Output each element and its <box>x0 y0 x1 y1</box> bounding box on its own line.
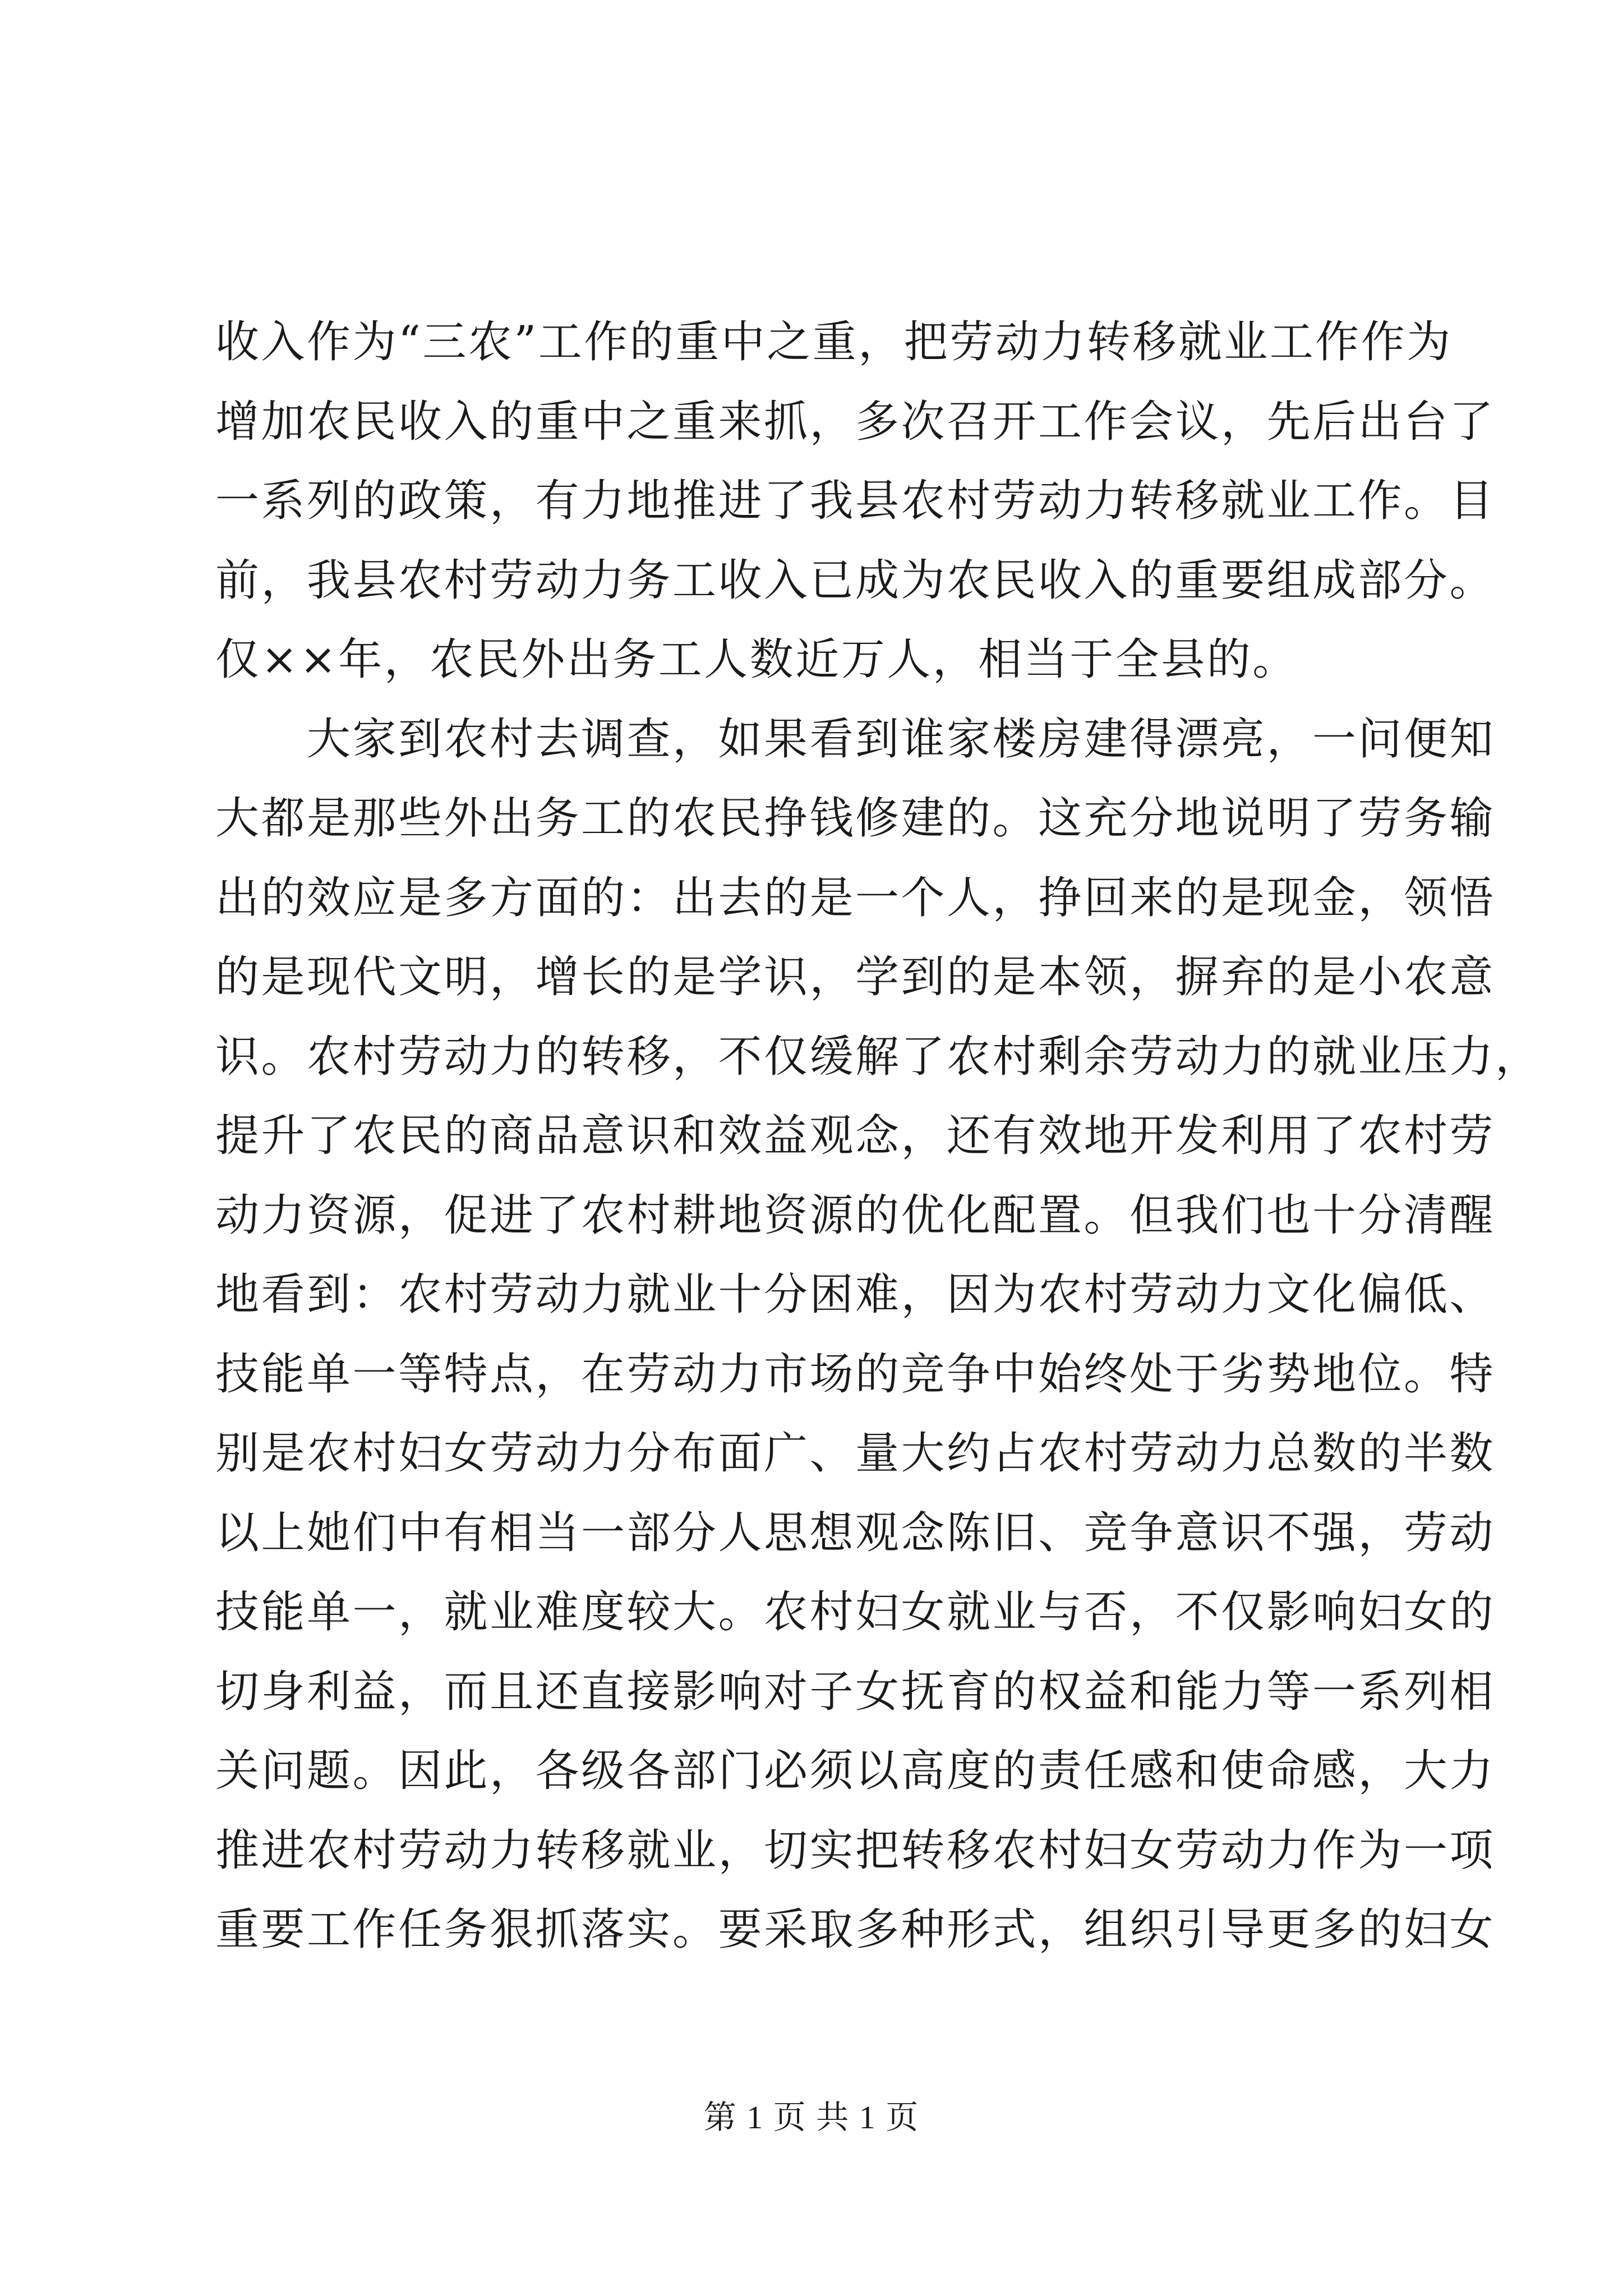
text-line: 仅××年，农民外出务工人数近万人，相当于全县的。 <box>215 634 1298 685</box>
text-line: 大家到农村去调查，如果看到谁家楼房建得漂亮，一问便知 <box>215 714 1496 765</box>
text-line: 以上她们中有相当一部分人思想观念陈旧、竞争意识不强，劳动 <box>215 1507 1496 1558</box>
text-line: 重要工作任务狠抓落实。要采取多种形式，组织引导更多的妇女 <box>215 1904 1496 1955</box>
text-line: 提升了农民的商品意识和效益观念，还有效地开发利用了农村劳 <box>215 1111 1496 1161</box>
text-line: 技能单一等特点，在劳动力市场的竞争中始终处于劣势地位。特 <box>215 1349 1496 1400</box>
body-text <box>215 303 1541 1970</box>
text-line: 关问题。因此，各级各部门必须以高度的责任感和使命感，大力 <box>215 1746 1496 1796</box>
page-number-footer: 第 1 页 共 1 页 <box>703 2099 920 2136</box>
text-line: 推进农村劳动力转移就业，切实把转移农村妇女劳动力作为一项 <box>215 1825 1496 1876</box>
text-line: 别是农村妇女劳动力分布面广、量大约占农村劳动力总数的半数 <box>215 1428 1496 1479</box>
text-line: 技能单一，就业难度较大。农村妇女就业与否，不仅影响妇女的 <box>215 1587 1496 1637</box>
text-line: 动力资源，促进了农村耕地资源的优化配置。但我们也十分清醒 <box>215 1190 1496 1241</box>
text-line: 的是现代文明，增长的是学识，学到的是本领，摒弃的是小农意 <box>215 952 1496 1002</box>
text-line: 出的效应是多方面的：出去的是一个人，挣回来的是现金，领悟 <box>215 872 1496 923</box>
text-line: 识。农村劳动力的转移，不仅缓解了农村剩余劳动力的就业压力， <box>215 1031 1541 1082</box>
text-line: 切身利益，而且还直接影响对子女抚育的权益和能力等一系列相 <box>215 1666 1496 1717</box>
text-line: 大都是那些外出务工的农民挣钱修建的。这充分地说明了劳务输 <box>215 793 1496 844</box>
text-line: 地看到：农村劳动力就业十分困难，因为农村劳动力文化偏低、 <box>215 1269 1496 1320</box>
text-line: 增加农民收入的重中之重来抓，多次召开工作会议，先后出台了 <box>215 396 1496 447</box>
text-line: 收入作为“三农”工作的重中之重，把劳动力转移就业工作作为 <box>215 317 1453 367</box>
text-line: 前，我县农村劳动力务工收入已成为农民收入的重要组成部分。 <box>215 555 1496 606</box>
text-line: 一系列的政策，有力地推进了我县农村劳动力转移就业工作。目 <box>215 476 1496 526</box>
